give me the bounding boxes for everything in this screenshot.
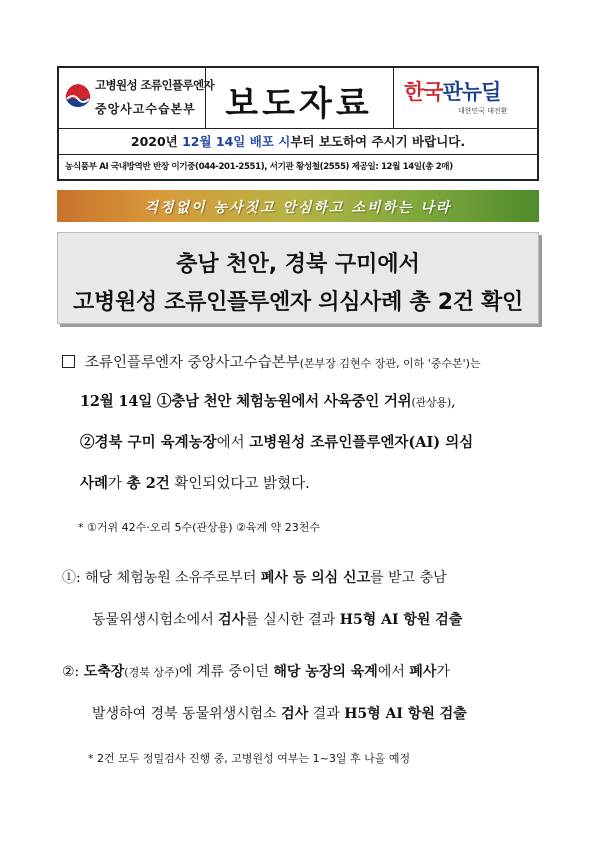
- headline-line2: 고병원성 조류인플루엔자 의심사례 총 2건 확인: [73, 290, 523, 315]
- p1-l2-comma: ,: [450, 394, 456, 410]
- press-release-title: 보도자료: [225, 84, 373, 124]
- header-top-row: [59, 68, 537, 129]
- release-row: [59, 128, 537, 155]
- item2-l2-d: H5형 AI 항원 검출: [344, 706, 467, 722]
- p1-l3-text-c: 고병원성 조류인플루엔자(AI) 의심: [249, 434, 474, 451]
- p1-l3-text-b: 에서: [216, 435, 250, 451]
- p1-l4-text-c: 총 2건: [126, 475, 170, 492]
- slogan-text: 걱정없이 농사짓고 안심하고 소비하는 나라: [144, 200, 452, 216]
- header-table: [57, 66, 539, 181]
- logo-subtitle: 대한민국 대전환: [458, 107, 508, 115]
- release-year: 2020년: [130, 134, 183, 149]
- title-cell: [205, 68, 394, 128]
- item2-line2: [92, 703, 467, 723]
- item1-line1: [62, 567, 447, 587]
- item1-line2: [92, 609, 462, 629]
- contact-row: [59, 155, 537, 179]
- paragraph1-line2: [80, 390, 455, 411]
- checkbox-bullet-icon: [62, 355, 75, 368]
- release-instruction: 부터 보도하여 주시기 바랍니다.: [290, 134, 466, 149]
- item2-l2-b: 검사: [281, 706, 309, 722]
- paragraph1-line1: [62, 351, 481, 372]
- paragraph1-line3: [80, 431, 473, 452]
- release-date: 12월 14일 배포 시: [182, 134, 291, 149]
- item2-line1: [62, 661, 450, 681]
- item2-l1-a: ②:: [62, 664, 84, 680]
- item2-l1-c: (경북 상주): [124, 666, 179, 679]
- p1-l1-text: 조류인플루엔자 중앙사고수습본부: [85, 355, 300, 371]
- logo-text-part2: 판뉴딜: [442, 80, 501, 104]
- item2-l1-e: 해당 농장의 육계: [273, 664, 378, 680]
- slogan-banner: [57, 190, 539, 222]
- item1-l1-c: 를 받고 충남: [370, 570, 447, 586]
- footnote-2: * 2건 모두 정밀검사 진행 중, 고병원성 여부는 1~3일 후 나올 예정: [88, 752, 411, 765]
- contact-info: 농식품부 AI 국내방역반 반장 이기중(044-201-2551), 서기관 황성철(2555) 제공일: 12월 14일(총 2매): [65, 162, 453, 172]
- item1-l2-b: 검사: [218, 612, 246, 628]
- p1-l1-aside: (본부장 김현수 장관, 이하 '중수본')는: [299, 357, 481, 370]
- p1-l4-text-a: 사례: [80, 475, 109, 492]
- item1-l2-a: 동물위생시험소에서: [92, 612, 219, 628]
- logo-text-part1: 한국: [404, 80, 443, 104]
- item2-l2-a: 발생하여 경북 동물위생시험소: [92, 706, 282, 722]
- release-notice: [59, 132, 537, 150]
- korean-new-deal-logo: [404, 76, 500, 106]
- p1-l4-text-b: 가: [108, 476, 127, 492]
- p1-l2-text: 12월 14일 ①충남 천안 체험농원에서 사육중인 거위: [80, 393, 412, 410]
- item2-l1-g: 폐사: [409, 664, 437, 680]
- item2-l1-f: 에서: [377, 664, 410, 680]
- item1-l2-d: H5형 AI 항원 검출: [339, 612, 463, 628]
- footnote-1: * ①거위 42수·오리 5수(관상용) ②육계 약 23천수: [78, 521, 321, 534]
- logo-cell: [394, 68, 539, 128]
- org-cell: [59, 68, 215, 128]
- p1-l3-text-a: ②경북 구미 육계농장: [80, 434, 217, 451]
- item2-l1-b: 도축장: [83, 664, 125, 680]
- org-name-line2: 중앙사고수습본부: [95, 102, 196, 116]
- item1-l1-b: 폐사 등 의심 신고: [260, 570, 371, 586]
- p1-l2-aside: (관상용): [411, 396, 451, 409]
- p1-l4-text-d: 확인되었다고 밝혔다.: [169, 476, 310, 492]
- paragraph1-line4: [80, 472, 310, 493]
- item1-l2-c: 를 실시한 결과: [245, 612, 340, 628]
- org-name-line1: 고병원성 조류인플루엔자: [95, 78, 215, 92]
- item1-l1-a: ①: 해당 체험농원 소유주로부터: [62, 570, 261, 586]
- item2-l1-d: 에 계류 중이던: [178, 664, 274, 680]
- item2-l1-h: 가: [436, 664, 450, 680]
- item2-l2-c: 결과: [308, 706, 345, 722]
- headline-line1: 충남 천안, 경북 구미에서: [176, 252, 420, 277]
- government-emblem-icon: [63, 82, 93, 112]
- headline-box: [57, 232, 539, 324]
